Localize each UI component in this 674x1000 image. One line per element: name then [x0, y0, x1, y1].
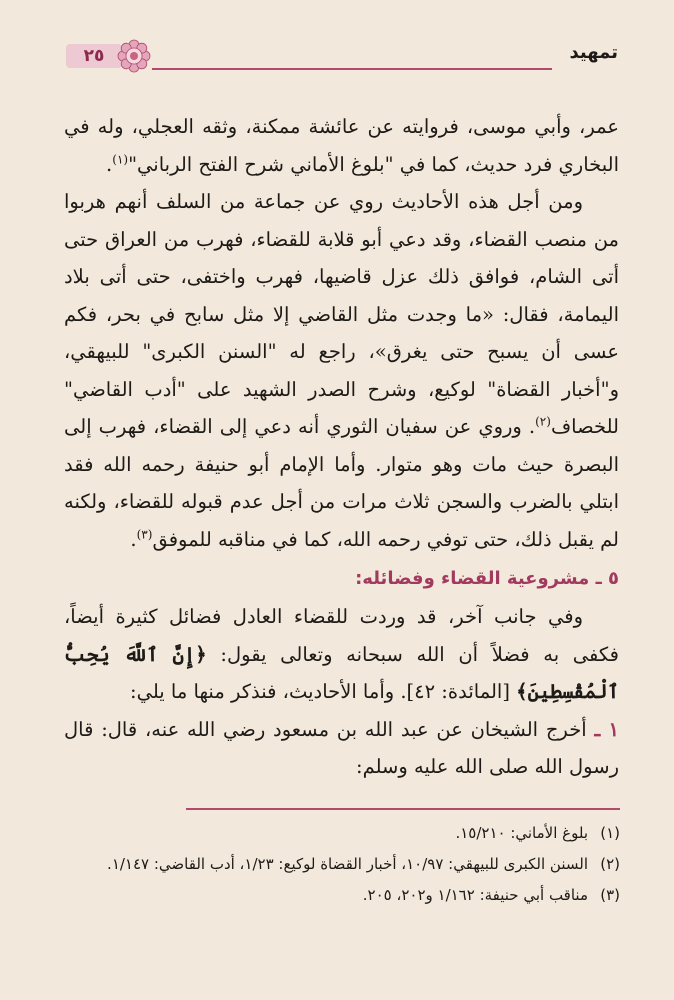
paragraph-2-continuation: . وروي عن سفيان الثوري أنه دعي إلى القضاء، فهرب إلى البصرة حيث مات وهو متوار. وأما الإمام أبو حنيفة رحمه الله فقد ابتلي بالضرب والسجن ثلاث مرات من أجل عدم قبوله للقضاء، ولكنه لم يقبل ذلك، حتى توفي رحمه الله، كما في مناقبه للموفق [64, 415, 619, 551]
footnote-ref-2: (٢) [535, 414, 551, 429]
footnote-3 [64, 880, 620, 911]
hadith-number: ١ ـ [594, 717, 619, 741]
footnote-text: مناقب أبي حنيفة: ١/١٦٢ و٢٠٢، ٢٠٥. [362, 886, 588, 904]
paragraph-3-continuation: [المائدة: ٤٢]. وأما الأحاديث، فنذكر منها ما يلي: [130, 680, 510, 703]
footnote-number: (٢) [600, 855, 620, 873]
paragraph-4-text: أخرج الشيخان عن عبد الله بن مسعود رضي الله عنه، قال: قال رسول الله صلى الله عليه وسلم: [64, 717, 619, 778]
chapter-title: تمهيد [569, 42, 618, 63]
page-number: ٢٥ [66, 44, 122, 68]
paragraph-2-text: ومن أجل هذه الأحاديث روي عن جماعة من السلف أنهم هربوا من منصب القضاء، وقد دعي أبو قلابة للقضاء، فهرب من العراق حتى أتى الشام، فوافق ذلك عزل قاضيها، فهرب واختفى، حتى أتى بلاد اليمامة، فقال: «ما وجدت مثل القاضي إلا مثل سابح في بحر، فكم عسى أن يسبح حتى يغرق»، راجع له "السنن الكبرى" للبيهقي، و"أخبار القضاة" لوكيع، وشرح الصدر الشهيد على "أدب القاضي" للخصاف [64, 190, 619, 438]
footnote-1 [64, 818, 620, 849]
paragraph-1-text: عمر، وأبي موسى، فروايته عن عائشة ممكنة، وثقه العجلي، وله في البخاري فرد حديث، كما في "بلوغ الأماني شرح الفتح الرباني" [64, 115, 619, 176]
paragraph-3-text: وفي جانب آخر، قد وردت للقضاء العادل فضائل كثيرة أيضاً، فكفى به فضلاً أن الله سبحانه وتعالى يقول: [64, 605, 619, 666]
footnotes [64, 818, 620, 911]
paragraph-3 [64, 598, 619, 711]
paragraph-2-end: . [130, 527, 137, 551]
footnote-text: السنن الكبرى للبيهقي: ١٠/٩٧، أخبار القضاة لوكيع: ١/٢٣، أدب القاضي: ١/١٤٧. [107, 855, 588, 873]
paragraph-2 [64, 183, 619, 558]
paragraph-1-end: . [106, 152, 113, 176]
quran-verse: ﴿إِنَّ ٱللَّهَ يُحِبُّ ٱلْمُقْسِطِينَ﴾ [64, 642, 619, 703]
footnote-number: (٣) [600, 886, 620, 904]
paragraph-4 [64, 711, 619, 786]
footnote-text: بلوغ الأماني: ١٥/٢١٠. [455, 824, 588, 842]
main-text [64, 108, 619, 786]
rosette-ornament-icon [116, 38, 152, 74]
footnote-ref-3: (٣) [136, 527, 153, 541]
footnote-2 [64, 849, 620, 880]
section-heading: ٥ ـ مشروعية القضاء وفضائله: [355, 568, 619, 589]
page-header [66, 38, 618, 78]
footnote-number: (١) [600, 824, 620, 842]
footnote-ref-1: (١) [112, 152, 129, 166]
footnote-rule [186, 808, 620, 810]
paragraph-1 [64, 108, 619, 183]
header-rule [152, 68, 552, 70]
